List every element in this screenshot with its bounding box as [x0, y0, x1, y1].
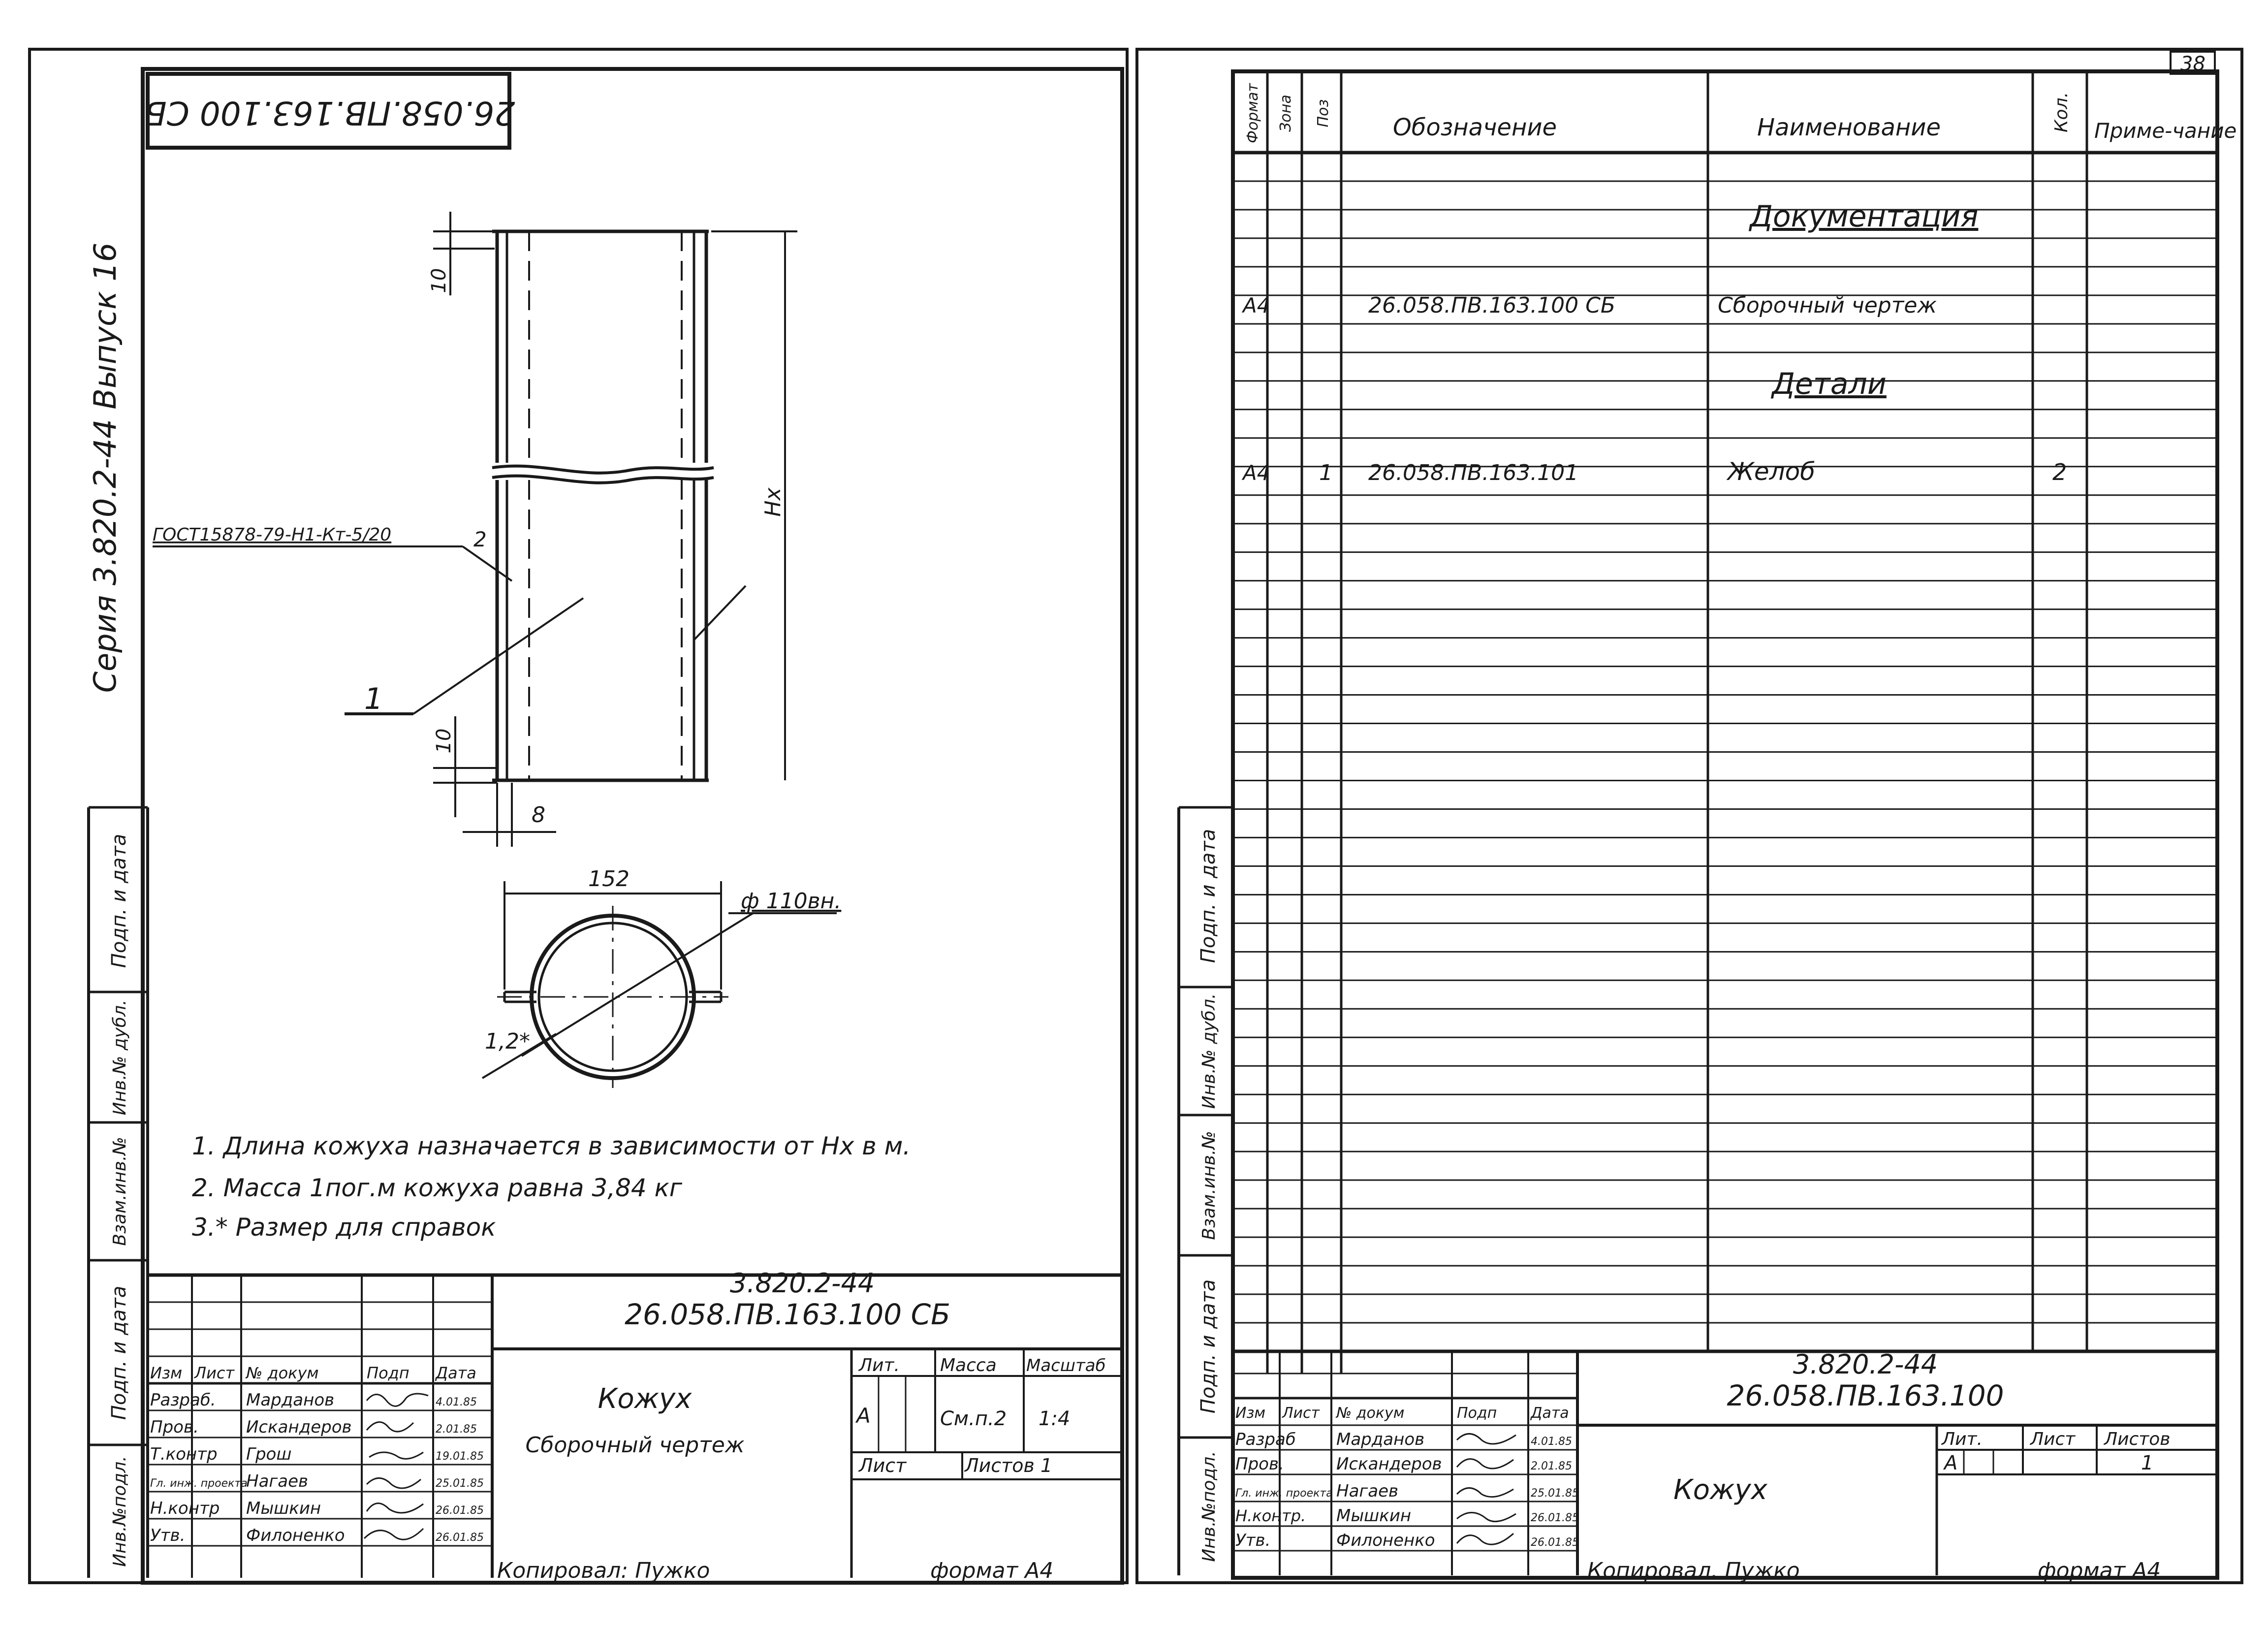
note-1: 1. Длина кожуха назначается в зависимости от Hx в м. [192, 1132, 911, 1160]
right-name-title: Кожух [1673, 1474, 1767, 1506]
svg-text:10: 10 [433, 728, 455, 754]
page-number: 38 [2180, 53, 2205, 75]
dim-length-hx [711, 231, 797, 780]
svg-text:А: А [1944, 1452, 1958, 1474]
series-label: Серия 3.820.2-44 Выпуск 16 [87, 242, 123, 693]
svg-text:8: 8 [532, 802, 545, 828]
header-format: Формат [1244, 83, 1261, 143]
left-signatures [364, 1394, 428, 1539]
dim-diameter: ф 110вн. [741, 889, 842, 914]
note-3: 3.* Размер для справок [192, 1213, 496, 1242]
svg-text:10: 10 [428, 268, 450, 293]
right-copied-by: Копировал. Пужко [1587, 1558, 1800, 1583]
svg-text:25.01.85: 25.01.85 [1531, 1487, 1579, 1500]
svg-text:Марданов: Марданов [246, 1390, 335, 1410]
spec-table-rows [1233, 181, 2217, 1323]
svg-text:Гл. инж. проекта: Гл. инж. проекта [1235, 1487, 1333, 1500]
left-name-title: Кожух [598, 1383, 692, 1415]
svg-text:Нагаев: Нагаев [1336, 1481, 1399, 1501]
svg-text:Лист: Лист [1282, 1405, 1320, 1422]
dim-width-8 [463, 783, 556, 847]
svg-text:Лист: Лист [2030, 1429, 2076, 1449]
right-side-stamp [1179, 807, 1233, 1575]
right-code-2: 26.058.ПВ.163.100 [1727, 1379, 2004, 1412]
side-label-4: Подп. и дата [108, 1285, 130, 1420]
row1-format: А4 [1243, 293, 1270, 318]
note-2: 2. Масса 1пог.м кожуха равна 3,84 кг [192, 1174, 683, 1202]
svg-text:Дата: Дата [1531, 1405, 1569, 1422]
svg-text:26.01.85: 26.01.85 [436, 1504, 484, 1517]
svg-text:26.01.85: 26.01.85 [1531, 1536, 1579, 1549]
row1-naimenovanie: Сборочный чертеж [1718, 293, 1937, 318]
svg-text:Н.контр: Н.контр [150, 1499, 220, 1518]
left-copied-by: Копировал: Пужко [497, 1558, 710, 1583]
svg-text:Лит.: Лит. [859, 1355, 900, 1375]
row2-pos: 1 [1319, 460, 1333, 485]
svg-text:Н.контр.: Н.контр. [1235, 1506, 1306, 1525]
svg-text:Искандеров: Искандеров [246, 1417, 352, 1437]
header-kol: Кол. [2051, 92, 2072, 133]
left-code-2: 26.058.ПВ.163.100 СБ [625, 1298, 950, 1331]
svg-text:См.п.2: См.п.2 [940, 1407, 1007, 1430]
callout-1 [345, 598, 583, 716]
left-side-stamp [89, 807, 148, 1578]
dim-152: 152 [588, 866, 630, 892]
svg-text:Марданов: Марданов [1336, 1430, 1425, 1449]
header-pos: Поз [1315, 99, 1332, 128]
svg-text:Разраб.: Разраб. [150, 1390, 216, 1410]
header-zona: Зона [1277, 95, 1294, 132]
svg-text:Нагаев: Нагаев [246, 1471, 309, 1491]
svg-text:Искандеров: Искандеров [1336, 1454, 1442, 1474]
svg-text:Изм: Изм [1235, 1405, 1266, 1422]
svg-text:№ докум: № докум [1336, 1405, 1405, 1422]
row2-oboznachenie: 26.058.ПВ.163.101 [1368, 460, 1579, 485]
svg-text:Лит.: Лит. [1942, 1429, 1983, 1449]
svg-text:Гл. инж. проекта: Гл. инж. проекта [150, 1477, 248, 1490]
svg-text:Лист: Лист [859, 1455, 907, 1476]
header-naimenovanie: Наименование [1757, 114, 1941, 141]
svg-text:Дата: Дата [436, 1364, 476, 1382]
right-side-label-1: Подп. и дата [1197, 829, 1220, 963]
svg-text:Пров.: Пров. [1235, 1454, 1284, 1474]
side-label-3: Взам.инв.№ [110, 1137, 130, 1246]
left-format: формат А4 [930, 1558, 1054, 1583]
svg-text:19.01.85: 19.01.85 [436, 1450, 484, 1463]
svg-text:Т.контр: Т.контр [150, 1444, 218, 1464]
dim-bottom-10 [433, 716, 497, 817]
svg-text:Разраб: Разраб [1235, 1430, 1296, 1449]
svg-text:Пров.: Пров. [150, 1417, 199, 1437]
gost-callout [153, 525, 512, 581]
left-code-1: 3.820.2-44 [729, 1268, 875, 1299]
svg-text:Грош: Грош [246, 1444, 292, 1464]
svg-text:ГОСТ15878-79-Н1-Кт-5/20: ГОСТ15878-79-Н1-Кт-5/20 [153, 525, 392, 545]
left-name-subtitle: Сборочный чертеж [525, 1433, 745, 1458]
left-outer-frame [30, 49, 1127, 1583]
side-label-2: Инв.№ дубл. [110, 999, 130, 1116]
right-side-label-5: Инв.№подл. [1199, 1451, 1219, 1562]
svg-text:Листов: Листов [2104, 1429, 2171, 1449]
svg-text:2.01.85: 2.01.85 [1531, 1460, 1572, 1472]
svg-text:Мышкин: Мышкин [1336, 1506, 1412, 1526]
header-oboznachenie: Обозначение [1393, 114, 1557, 141]
svg-text:1: 1 [2141, 1452, 2154, 1474]
dim-top-10 [428, 212, 495, 295]
svg-text:26.01.85: 26.01.85 [1531, 1512, 1579, 1524]
svg-text:Листов 1: Листов 1 [965, 1455, 1053, 1476]
svg-text:1:4: 1:4 [1039, 1407, 1071, 1430]
svg-text:Мышкин: Мышкин [246, 1499, 321, 1518]
row2-format: А4 [1243, 461, 1270, 485]
right-side-label-2: Инв.№ дубл. [1199, 993, 1219, 1109]
section-documentation: Документация [1750, 199, 1979, 234]
svg-text:А: А [856, 1404, 871, 1428]
svg-text:Филоненко: Филоненко [246, 1526, 345, 1545]
svg-text:4.01.85: 4.01.85 [436, 1396, 477, 1408]
svg-text:2: 2 [473, 527, 487, 551]
right-side-label-4: Подп. и дата [1197, 1279, 1220, 1414]
svg-text:Hx: Hx [760, 487, 786, 517]
svg-text:№ докум: № докум [246, 1364, 319, 1382]
svg-text:Лист: Лист [194, 1364, 235, 1382]
right-code-1: 3.820.2-44 [1793, 1349, 1938, 1380]
right-side-label-3: Взам.инв.№ [1199, 1131, 1219, 1240]
right-format: формат А4 [2038, 1558, 2161, 1583]
svg-text:Изм: Изм [150, 1364, 183, 1382]
svg-text:Подп: Подп [367, 1364, 410, 1382]
side-label-5: Инв.№подл. [110, 1456, 130, 1567]
leader-right [694, 586, 746, 640]
notes [192, 1132, 911, 1242]
pipe-side-view [492, 231, 714, 780]
svg-text:1: 1 [364, 682, 383, 716]
svg-text:Подп: Подп [1457, 1405, 1497, 1422]
svg-text:Филоненко: Филоненко [1336, 1531, 1435, 1550]
row2-naimenovanie: Желоб [1728, 457, 1816, 486]
svg-text:25.01.85: 25.01.85 [436, 1477, 484, 1490]
rotated-code: 26.058.ПВ.163.100 СБ [144, 94, 515, 132]
row1-oboznachenie: 26.058.ПВ.163.100 СБ [1368, 293, 1616, 318]
svg-text:Утв.: Утв. [150, 1526, 186, 1545]
svg-text:2.01.85: 2.01.85 [436, 1423, 477, 1436]
svg-text:Масса: Масса [940, 1355, 997, 1375]
svg-text:26.01.85: 26.01.85 [436, 1532, 484, 1544]
svg-text:Масштаб: Масштаб [1026, 1356, 1106, 1375]
header-prim: Приме-чание [2094, 119, 2237, 143]
svg-text:Утв.: Утв. [1235, 1531, 1271, 1550]
side-label-1: Подп. и дата [108, 833, 130, 968]
svg-text:4.01.85: 4.01.85 [1531, 1436, 1572, 1448]
section-details: Детали [1772, 367, 1887, 401]
row2-kol: 2 [2052, 459, 2067, 485]
dim-1-2: 1,2* [485, 1029, 530, 1054]
